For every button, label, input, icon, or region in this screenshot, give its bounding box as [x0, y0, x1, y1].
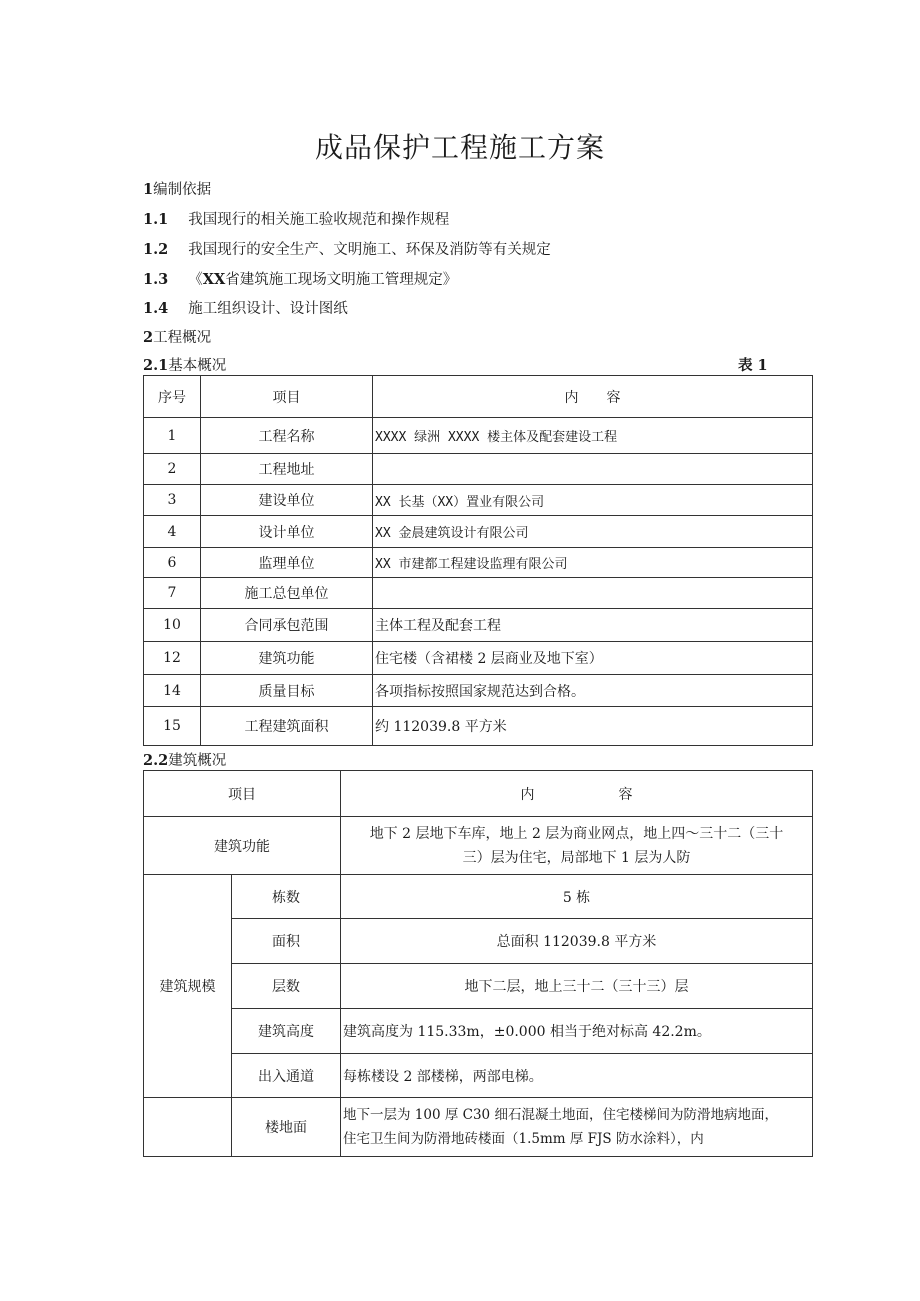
table-row	[144, 675, 813, 707]
header-content: 内 容	[341, 771, 813, 817]
cell-content: XX 金晨建筑设计有限公司	[373, 516, 813, 548]
table-row	[144, 1009, 813, 1054]
cell-item: 层数	[232, 964, 341, 1009]
content-line: 住宅卫生间为防滑地砖楼面（1.5mm 厚 FJS 防水涂料），内	[343, 1131, 704, 1147]
building-overview-table	[143, 770, 813, 1157]
cell-item: 合同承包范围	[201, 609, 373, 642]
cell-item: 质量目标	[201, 675, 373, 707]
table-row	[144, 707, 813, 746]
cell-no: 2	[144, 454, 201, 485]
content-line: 地下 2 层地下车库，地上 2 层为商业网点，地上四～三十二（三十	[369, 825, 784, 842]
table-header-row	[144, 771, 813, 817]
cell-item: 建设单位	[201, 485, 373, 516]
table-row	[144, 485, 813, 516]
basic-overview-table	[143, 375, 813, 746]
section-1-2	[143, 238, 551, 259]
table-row	[144, 1098, 813, 1157]
cell-content: 主体工程及配套工程	[373, 609, 813, 642]
section-2	[143, 326, 211, 347]
header-no: 序号	[144, 376, 201, 418]
cell-content: 约 112039.8 平方米	[373, 707, 813, 746]
content-line: 地下一层为 100 厚 C30 细石混凝土地面，住宅楼梯间为防滑地病地面，	[343, 1107, 778, 1123]
section-number: 2.2	[143, 752, 169, 769]
cell-no: 7	[144, 578, 201, 609]
cell-group-label: 建筑规模	[144, 875, 232, 1098]
cell-item: 建筑功能	[144, 817, 341, 875]
section-number: 2	[143, 329, 154, 346]
cell-content: 每栋楼设 2 部楼梯，两部电梯。	[341, 1054, 813, 1098]
table-row	[144, 875, 813, 919]
table-row	[144, 642, 813, 675]
cell-content: 住宅楼（含裙楼 2 层商业及地下室）	[373, 642, 813, 675]
cell-empty	[144, 1098, 232, 1157]
section-heading: 工程概况	[153, 330, 212, 346]
cell-no: 4	[144, 516, 201, 548]
section-text: 省建筑施工现场文明施工管理规定》	[225, 272, 458, 288]
table-row	[144, 548, 813, 578]
cell-no: 15	[144, 707, 201, 746]
cell-content: 地下二层，地上三十二（三十三）层	[341, 964, 813, 1009]
cell-content: XXXX 绿洲 XXXX 楼主体及配套建设工程	[373, 418, 813, 454]
section-1-3	[143, 268, 457, 289]
section-heading: 建筑概况	[168, 753, 227, 769]
cell-content	[373, 454, 813, 485]
table-row	[144, 919, 813, 964]
page-title: 成品保护工程施工方案	[314, 131, 605, 164]
section-number: 1.1	[143, 211, 169, 228]
table-row	[144, 817, 813, 875]
cell-item: 施工总包单位	[201, 578, 373, 609]
table-header-row	[144, 376, 813, 418]
section-number: 1.3	[143, 271, 169, 288]
cell-item: 楼地面	[232, 1098, 341, 1157]
section-2-2	[143, 749, 226, 770]
section-text: 我国现行的相关施工验收规范和操作规程	[188, 212, 450, 228]
section-1-4	[143, 297, 348, 318]
section-2-1	[143, 354, 226, 375]
table-row	[144, 418, 813, 454]
cell-item: 建筑高度	[232, 1009, 341, 1054]
section-text-bold: XX	[202, 271, 226, 288]
cell-item: 监理单位	[201, 548, 373, 578]
cell-content	[373, 578, 813, 609]
cell-content	[341, 817, 813, 875]
cell-content: 5 栋	[341, 875, 813, 919]
cell-content: 建筑高度为 115.33m，±0.000 相当于绝对标高 42.2m。	[341, 1009, 813, 1054]
cell-no: 12	[144, 642, 201, 675]
content-line: 三）层为住宅，局部地下 1 层为人防	[462, 849, 691, 866]
header-content: 内 容	[373, 376, 813, 418]
header-item: 项目	[201, 376, 373, 418]
section-text: 施工组织设计、设计图纸	[188, 301, 348, 317]
section-number: 1.2	[143, 241, 169, 258]
cell-no: 1	[144, 418, 201, 454]
section-heading: 编制依据	[153, 182, 212, 198]
section-1-1	[143, 208, 449, 229]
cell-no: 10	[144, 609, 201, 642]
cell-content: XX 长基（XX）置业有限公司	[373, 485, 813, 516]
table-label: 表 1	[738, 357, 768, 374]
section-number: 1.4	[143, 300, 169, 317]
cell-no: 3	[144, 485, 201, 516]
cell-content	[341, 1098, 813, 1157]
section-text: 我国现行的安全生产、文明施工、环保及消防等有关规定	[188, 242, 551, 258]
cell-item: 出入通道	[232, 1054, 341, 1098]
header-item: 项目	[144, 771, 341, 817]
table-row	[144, 454, 813, 485]
cell-item: 工程名称	[201, 418, 373, 454]
cell-item: 工程地址	[201, 454, 373, 485]
cell-item: 栋数	[232, 875, 341, 919]
cell-no: 14	[144, 675, 201, 707]
cell-content: 各项指标按照国家规范达到合格。	[373, 675, 813, 707]
section-text-open: 《	[188, 272, 203, 288]
cell-item: 设计单位	[201, 516, 373, 548]
cell-item: 工程建筑面积	[201, 707, 373, 746]
cell-no: 6	[144, 548, 201, 578]
section-1	[143, 178, 211, 199]
table-row	[144, 578, 813, 609]
cell-item: 面积	[232, 919, 341, 964]
cell-content: 总面积 112039.8 平方米	[341, 919, 813, 964]
cell-item: 建筑功能	[201, 642, 373, 675]
section-number: 1	[143, 181, 154, 198]
table-row	[144, 516, 813, 548]
table-row	[144, 609, 813, 642]
table-row	[144, 964, 813, 1009]
section-heading: 基本概况	[168, 358, 227, 374]
table-row	[144, 1054, 813, 1098]
cell-content: XX 市建都工程建设监理有限公司	[373, 548, 813, 578]
section-number: 2.1	[143, 357, 169, 374]
